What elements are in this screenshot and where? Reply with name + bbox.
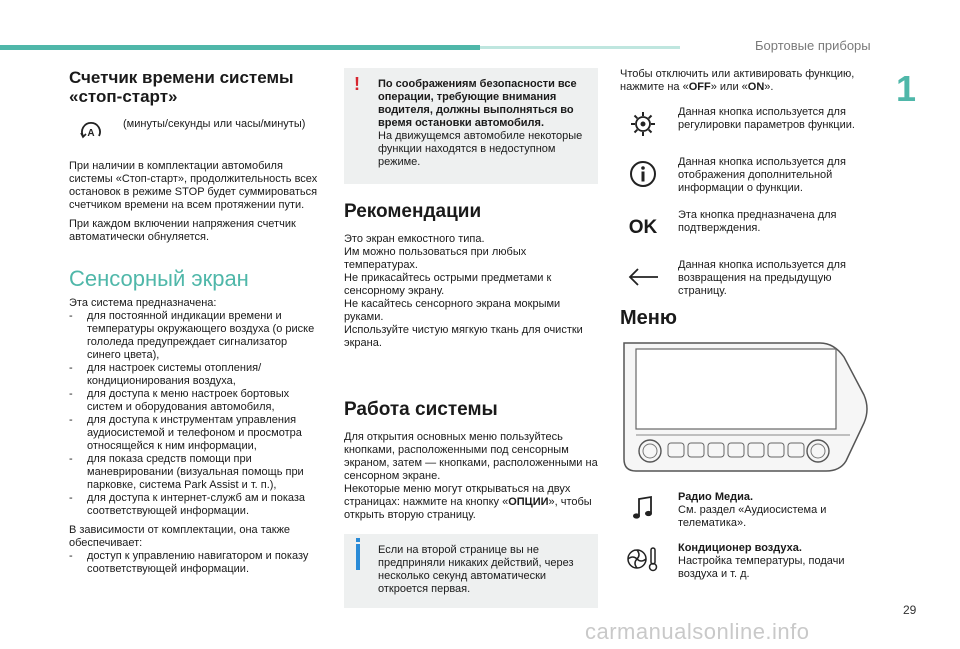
radio-media-description: См. раздел «Аудиосистема и телематика». [678,504,827,529]
list-item: - доступ к управлению навигатором и показу соответствующей информации. [69,550,321,576]
touchscreen-device-illustration [620,337,876,481]
info-icon [620,156,666,192]
info-description: Данная кнопка используется для отображения дополнительной информации о функции. [678,156,846,194]
back-arrow-icon [620,259,666,295]
options-label: ОПЦИИ [508,496,549,508]
climate-text [666,542,876,581]
back-description: Данная кнопка используется для возвращения на предыдущую страницу. [678,259,846,297]
list-item: - для доступа к меню настроек бортовых систем и оборудования автомобиля, [69,388,321,414]
ok-icon: OK [628,216,658,238]
chapter-title: Бортовые приборы [755,38,871,53]
climate-description: Настройка температуры, подачи воздуха и т. д. [678,555,845,580]
rec-line: Не касайтесь сенсорного экрана мокрыми руками. [344,298,561,323]
climate-icon [620,542,666,576]
rec-line: Это экран емкостного типа. [344,233,485,245]
header-accent-bar [0,45,480,50]
intro-text-a: Чтобы отключить или активировать функцию, нажмите на « [620,68,855,93]
header-accent-bar-light [480,46,680,49]
page-number: 29 [903,603,917,617]
button-row-info [620,156,876,195]
touch-screen-title: Сенсорный экран [69,266,249,291]
radio-media-text [666,491,876,530]
on-label: ON [747,81,765,93]
warning-bold-text: По соображениям безопасности все операции, требующие внимания водителя, должны выполняться во время остановки автомобиля. [378,78,577,129]
stop-start-paragraph-1: При наличии в комплектации автомобиля системы «Стоп-старт», продолжительность всех остановок в режиме STOP будет суммироваться счетчиком времени на всем протяжении пути. [69,160,318,211]
climate-title: Кондиционер воздуха. [678,542,802,554]
intro-text-b: » или « [710,81,748,93]
system-operation-title: Работа системы [344,399,498,420]
stop-start-icon-row [69,118,321,146]
warning-text: На движущемся автомобиле некоторые функции находятся в недоступном режиме. [378,130,583,168]
warning-icon: ! [354,74,360,94]
stop-start-title: Счетчик времени системы «стоп-старт» [69,68,294,106]
radio-media-title: Радио Медиа. [678,491,754,503]
music-note-icon [620,491,666,525]
equipment-paragraph: В зависимости от комплектации, она также обеспечивает: [69,524,291,549]
operation-text-c: », чтобы открыть вторую страницу. [344,496,592,521]
button-row-ok [620,209,876,245]
operation-paragraph-2 [344,483,598,522]
column-2 [344,68,598,608]
stop-start-paragraph-2: При каждом включении напряжения счетчик автоматически обнуляется. [69,218,296,243]
on-off-intro [620,68,876,94]
column-1 [69,68,321,582]
operation-paragraph-1: Для открытия основных меню пользуйтесь кнопками, расположенными под сенсорным экраном, затем — кнопками, расположенными на сенсорном экране. [344,431,598,482]
off-label: OFF [688,81,711,93]
recommendations-title: Рекомендации [344,201,482,222]
settings-description: Данная кнопка используется для регулировки параметров функции. [678,106,855,131]
list-item: - для показа средств помощи при маневрировании (визуальная помощь при парковке, система Park Assist и т. п.), [69,453,321,492]
list-item: - для настроек системы отопления/ кондиционирования воздуха, [69,362,321,388]
equipment-list [69,550,321,576]
safety-warning-box [344,68,598,184]
info-mark-icon [356,544,360,570]
icon-caption: (минуты/секунды или часы/минуты) [123,118,306,130]
svg-text:A: A [87,128,95,139]
menu-title: Меню [620,307,677,329]
menu-item-climate [620,542,876,581]
list-item: - для постоянной индикации времени и температуры окружающего воздуха (о риске гололеда предупреждает сигнализатор синего цвета), [69,310,321,362]
rec-line: Им можно пользоваться при любых температурах. [344,246,527,271]
rec-line: Используйте чистую мягкую ткань для очистки экрана. [344,324,583,349]
chapter-number: 1 [896,68,917,109]
touch-screen-intro: Эта система предназначена: [69,297,217,309]
column-3 [620,68,876,593]
settings-gear-icon [620,106,666,142]
stop-start-icon [69,118,113,146]
menu-item-radio-media [620,491,876,530]
watermark: carmanualsonline.info [585,619,810,644]
intro-text-c: ». [764,81,774,93]
info-text: Если на второй странице вы не предприняли никаких действий, через несколько секунд автоматически откроется первая. [378,544,574,595]
operation-text-a: Некоторые меню могут открываться на двух страницах: нажмите на кнопку « [344,483,571,508]
button-row-back [620,259,876,298]
touch-screen-list [69,310,321,518]
button-row-settings [620,106,876,142]
list-item: - для доступа к интернет-служб ам и показа соответствующей информации. [69,492,321,518]
rec-line: Не прикасайтесь острыми предметами к сенсорному экрану. [344,272,552,297]
list-item: - для доступа к инструментам управления аудиосистемой и телефоном и просмотра относящейся к ним информации, [69,414,321,453]
info-box [344,534,598,608]
ok-description: Эта кнопка предназначена для подтверждения. [678,209,837,234]
